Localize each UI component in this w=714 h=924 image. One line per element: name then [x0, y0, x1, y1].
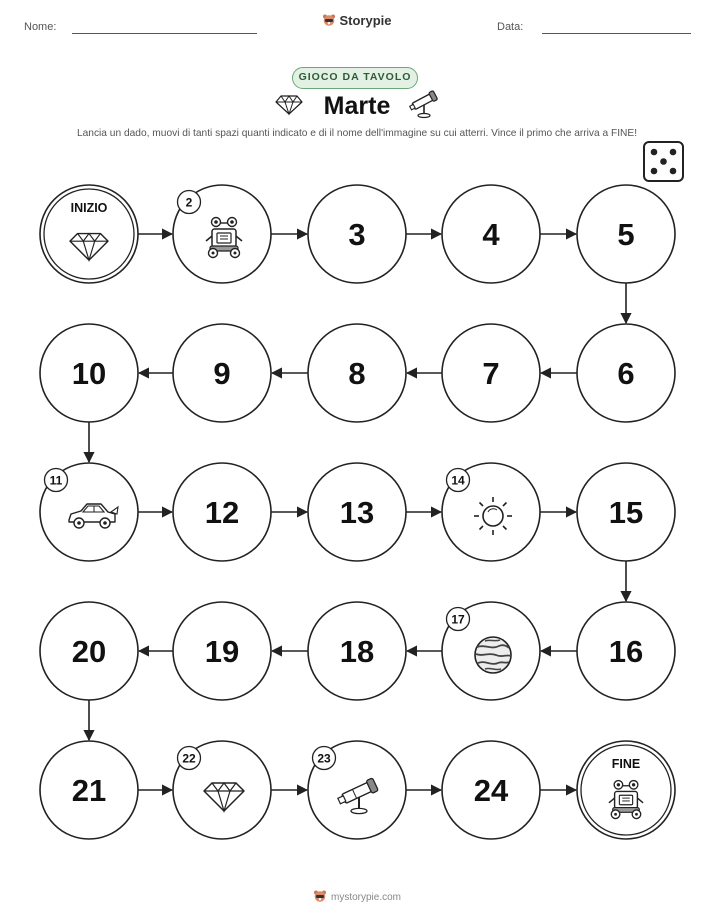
space-number: 20	[71, 634, 107, 669]
board-space	[40, 463, 138, 561]
space-number: 14	[451, 473, 465, 488]
space-number: 22	[182, 751, 196, 766]
start-space	[40, 185, 138, 283]
instructions: Lancia un dado, muovi di tanti spazi quanti indicato e di il nome dell'immagine su cui atterri. Vince il primo che arriva a FINE!	[76, 128, 638, 139]
space-number: 19	[204, 634, 240, 669]
board-space	[173, 324, 271, 422]
dice-icon	[644, 142, 683, 181]
board-space	[308, 602, 406, 700]
footer-url[interactable]: mystorypie.com	[330, 892, 401, 904]
board-space	[173, 185, 271, 283]
page-title: Marte	[323, 92, 391, 120]
space-number: 6	[617, 356, 635, 391]
board-space	[308, 185, 406, 283]
space-number: 18	[339, 634, 375, 669]
board-space	[40, 324, 138, 422]
space-number: 21	[71, 773, 107, 808]
board-space	[442, 185, 540, 283]
game-badge: GIOCO DA TAVOLO	[292, 67, 418, 89]
board-space	[577, 324, 675, 422]
space-number: 8	[348, 356, 366, 391]
space-number: 11	[49, 473, 63, 488]
brand-name: Storypie	[339, 13, 392, 28]
space-number: 5	[617, 217, 635, 252]
space-number: 10	[71, 356, 107, 391]
space-number: 3	[348, 217, 366, 252]
finish-space	[577, 741, 675, 839]
board-space	[308, 324, 406, 422]
board-space	[442, 324, 540, 422]
space-number: 7	[482, 356, 500, 391]
space-number: 23	[317, 751, 331, 766]
date-label: Data:	[497, 21, 524, 33]
board-space	[40, 741, 138, 839]
space-number: 4	[482, 217, 500, 252]
name-label: Nome:	[24, 21, 57, 33]
board-space	[308, 463, 406, 561]
board-space	[577, 463, 675, 561]
board-space	[442, 741, 540, 839]
footer	[0, 889, 714, 906]
board-space	[577, 185, 675, 283]
board-space	[173, 741, 271, 839]
robot-icon	[609, 781, 643, 819]
start-label: INIZIO	[70, 201, 108, 215]
space-number: 16	[608, 634, 644, 669]
board-space	[173, 463, 271, 561]
finish-label: FINE	[611, 757, 641, 771]
robot-icon	[206, 218, 242, 258]
board-space	[308, 741, 406, 839]
board-space	[577, 602, 675, 700]
space-number: 24	[473, 773, 509, 808]
footer-bear-icon	[313, 889, 327, 906]
board-space	[173, 602, 271, 700]
space-number: 15	[608, 495, 644, 530]
planet-icon	[475, 637, 511, 673]
board-space	[442, 463, 540, 561]
board-space	[442, 602, 540, 700]
space-number: 2	[185, 195, 193, 210]
board-space	[40, 602, 138, 700]
space-number: 12	[204, 495, 240, 530]
space-number: 13	[339, 495, 375, 530]
space-number: 17	[451, 612, 465, 627]
space-number: 9	[213, 356, 231, 391]
